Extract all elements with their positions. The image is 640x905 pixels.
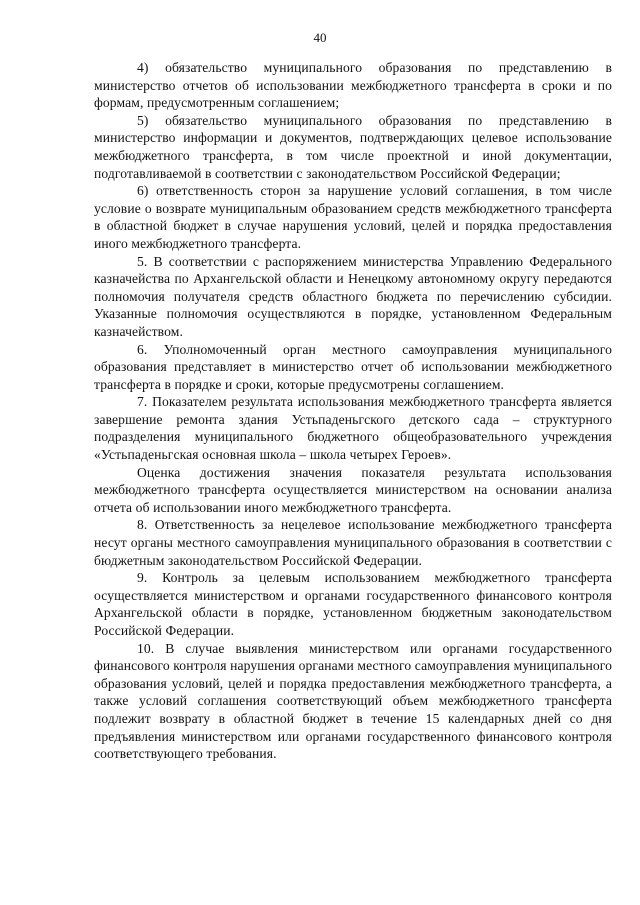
paragraph-section-5: 5. В соответствии с распоряжением министерства Управлению Федерального казначейства по Архангельской области и Ненецкому автономному округу передаются полномочия получателя средств областного бюджета по перечислению субсидии. Указанные полномочия осуществляются в порядке, установленном Федеральным казначейством. xyxy=(94,253,612,339)
paragraph-section-8: 8. Ответственность за нецелевое использование межбюджетного трансферта несут органы местного самоуправления муниципального образования в соответствии с бюджетным законодательством Российской Федерации. xyxy=(94,517,612,568)
paragraph-liability: 6) ответственность сторон за нарушение условий соглашения, в том числе условие о возврате муниципальным образованием средств межбюджетного трансферта в областной бюджет в случае нарушения условий, целей и порядка предоставления иного межбюджетного трансферта. xyxy=(94,183,612,251)
page-number: 40 xyxy=(313,30,327,45)
paragraph-section-6: 6. Уполномоченный орган местного самоуправления муниципального образования представляет в министерство отчет об использовании межбюджетного трансферта в порядке и сроки, которые предусмотрены соглашением. xyxy=(94,341,612,392)
paragraph-section-7: 7. Показателем результата использования межбюджетного трансферта является завершение ремонта здания Устьпаденьгского детского сада – структурного подразделения муниципального бюджетного общеобразовательного учреждения «Устьпаденьгская основная школа – школа четырех Героев». xyxy=(94,394,612,463)
paragraph-obligation-reports: 4) обязательство муниципального образования по представлению в министерство отчетов об использовании межбюджетного трансферта в сроки и по формам, предусмотренным соглашением; xyxy=(94,60,612,111)
paragraph-obligation-documents: 5) обязательство муниципального образования по представлению в министерство информации и документов, подтверждающих целевое использование межбюджетного трансферта, в том числе проектной и иной документации, подготавливаемой в соответствии с законодательством Российской Федерации; xyxy=(94,112,612,181)
document-body xyxy=(94,59,612,763)
paragraph-section-9: 9. Контроль за целевым использованием межбюджетного трансферта осуществляется министерством и органами государственного финансового контроля Архангельской области в порядке, установленном бюджетным законодательством Российской Федерации. xyxy=(94,570,612,638)
paragraph-section-10: 10. В случае выявления министерством или органами государственного финансового контроля нарушения органами местного самоуправления муниципального образования условий, целей и порядка предоставления межбюджетного трансферта, а также условий соглашения соответствующий объем межбюджетного трансферта подлежит возврату в областной бюджет в течение 15 календарных дней со дня предъявления министерством или органами государственного финансового контроля соответствующего требования. xyxy=(94,640,612,762)
paragraph-assessment: Оценка достижения значения показателя результата использования межбюджетного трансферта осуществляется министерством на основании анализа отчета об использовании иного межбюджетного трансферта. xyxy=(94,464,612,515)
